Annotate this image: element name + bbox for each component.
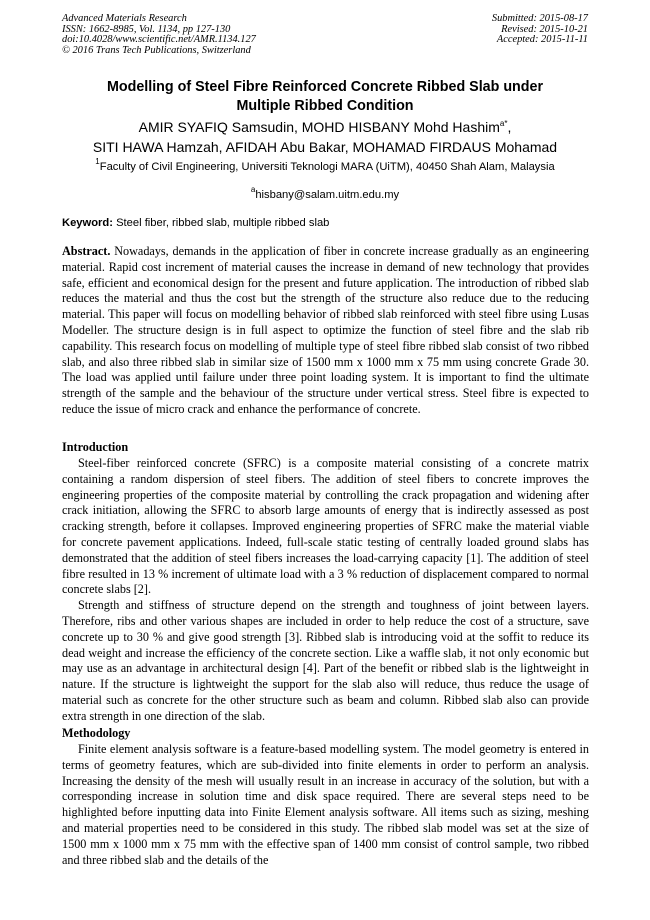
authors-line-1-end: , (507, 119, 512, 135)
title-line-2: Multiple Ribbed Condition (236, 98, 414, 114)
email-text: hisbany@salam.uitm.edu.my (255, 189, 400, 201)
methodology-body (62, 742, 589, 868)
author-list (30, 118, 620, 157)
journal-name: Advanced Materials Research (62, 13, 187, 24)
submission-dates (368, 14, 588, 46)
affiliation (30, 157, 620, 174)
journal-header (62, 14, 352, 56)
affiliation-text: Faculty of Civil Engineering, Universiti Teknologi MARA (UiTM), 40450 Shah Alam, Malaysia (99, 161, 555, 173)
author-affiliation-mark: a* (499, 119, 508, 128)
authors-line-2: SITI HAWA Hamzah, AFIDAH Abu Bakar, MOHAMAD FIRDAUS Mohamad (92, 138, 558, 155)
abstract-label: Abstract. (62, 244, 111, 258)
corresponding-email (30, 185, 620, 202)
paper-title (40, 78, 610, 116)
keywords (62, 216, 592, 230)
submitted-date: Submitted: 2015-08-17 (491, 13, 588, 24)
journal-doi: doi:10.4028/www.scientific.net/AMR.1134.127 (62, 34, 256, 46)
revised-date: Revised: 2015-10-21 (501, 23, 588, 35)
methodology-paragraph-1: Finite element analysis software is a feature-based modelling system. The model geometry is entered in terms of geometry features, which are sub-divided into finite elements in order to perform an analysis. Increasing the density of the mesh will usually result in an increase in accuracy of the solution, but with a corresponding increase in solution time and disk space required. There are several steps need to be highlighted before inputting data into Finite Element analysis software. All items such as sizing, meshing and material properties need to be considered in this study. The ribbed slab model was set at the size of 1500 mm x 1000 mm x 75 mm with the effective span of 1400 mm consist of control sample, two ribbed and three ribbed slab and the details of the (62, 742, 589, 867)
journal-copyright: © 2016 Trans Tech Publications, Switzerland (62, 44, 251, 56)
accepted-date: Accepted: 2015-11-11 (496, 34, 588, 46)
affiliation-mark: 1 (95, 157, 100, 166)
introduction-heading: Introduction (62, 440, 129, 454)
title-line-1: Modelling of Steel Fibre Reinforced Concrete Ribbed Slab under (106, 79, 544, 95)
introduction-body (62, 456, 589, 725)
abstract (62, 244, 589, 418)
methodology-heading: Methodology (62, 726, 131, 740)
abstract-text: Nowadays, demands in the application of fiber in concrete increase gradually as an engineering material. Rapid cost increment of material causes the increase in demand of new technology that provides safe, efficient and economical design for the present and future application. The introduction of ribbed slab reduces the material and thus the cost but the strength of the structure also reduce due to the reducing material. This paper will focus on modelling behavior of ribbed slab reinforced with steel fibre using Lusas Modeller. The structure design is in full aspect to optimize the function of steel fibre and the slab rib capability. This research focus on modelling of multiple type of steel fibre ribbed slab consist of two ribbed slab, and also three ribbed slab in similar size of 1500 mm x 1000 mm x 75 mm using concrete Grade 30. The load was applied until failure under three point loading system. It is important to find the ultimate strength of the sample and the behaviour of the structure under vertical stress. Steel fibre is expected to reduce the issue of micro crack and enhance the performance of concrete. (62, 244, 589, 416)
keyword-text: Steel fiber, ribbed slab, multiple ribbed slab (112, 217, 330, 229)
introduction-paragraph-2: Strength and stiffness of structure depend on the strength and toughness of joint between layers. Therefore, ribs and other various shapes are included in order to help reduce the cost of a structure, save concrete up to 30 % and give good strength [3]. Ribbed slab is introducing void at the soffit to reduce its dead weight and increase the efficiency of the concrete section. Like a waffle slab, it not only economic but may use as an advantage in architectural design [4]. Part of the benefit or ribbed slab is the lightweight in nature. If the structure is lightweight the support for the slab also will reduce, thus reduce the usage of material such as concrete for the other structure such as beam and column. Ribbed slab also can provide extra strength in one direction of the slab. (62, 598, 589, 723)
introduction-paragraph-1: Steel-fiber reinforced concrete (SFRC) is a composite material consisting of a concrete matrix containing a random dispersion of steel fibers. The addition of steel fibers to concrete improves the engineering properties of the composite material by controlling the crack propagation and widening after crack initiation, allowing the SFRC to absorb large amounts of energy that is indirectly assessed as post cracking strength, before it collapses. Improved engineering properties of SFRC make the material viable for concrete pavement applications. Indeed, full-scale static testing of centrally loaded ground slabs has demonstrated that the addition of steel fibers increases the load-carrying capacity [1]. The addition of steel fibre resulted in 13 % increment of ultimate load with a 3 % reduction of displacement compared to normal concrete slabs [2]. (62, 456, 589, 597)
email-mark: a (250, 185, 256, 194)
authors-line-1-text: AMIR SYAFIQ Samsudin, MOHD HISBANY Mohd Hashim (138, 119, 500, 135)
keyword-label: Keyword: (62, 217, 113, 229)
authors-line-1 (30, 118, 620, 138)
journal-issn: ISSN: 1662-8985, Vol. 1134, pp 127-130 (62, 23, 231, 35)
